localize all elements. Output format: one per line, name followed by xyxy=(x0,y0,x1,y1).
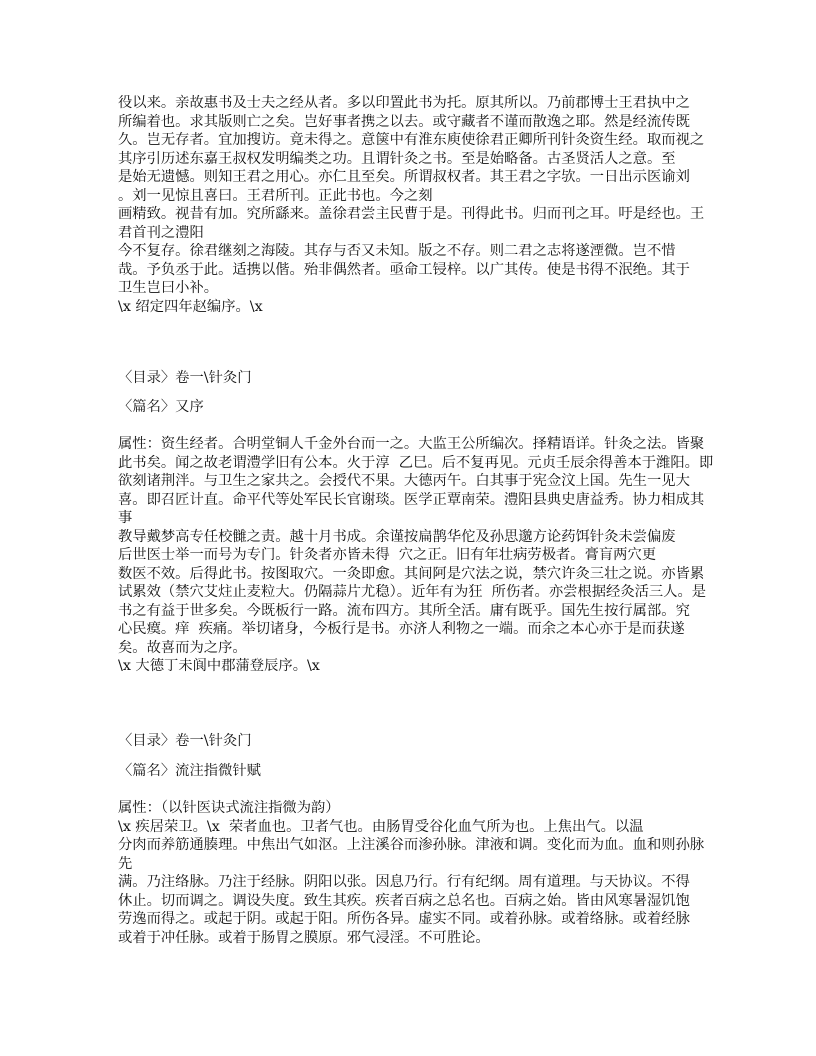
text-line: 喜。即召匠计直。命平代等处军民长官谢琰。医学正覃南荣。澧阳县典史唐益秀。协力相成其 xyxy=(118,491,705,508)
text-line: 欲刻诸荆泮。与卫生之家共之。会授代不果。大德丙午。白其事于宪佥汶上国。先生一见大 xyxy=(118,473,690,489)
text-line: 此书矣。闻之故老谓澧学旧有公本。火于淳 乙巳。后不复再见。元贞壬辰余得善本于潍阳。即 xyxy=(118,454,714,471)
text-line: 君首刊之澧阳 xyxy=(118,224,204,241)
text-line: \x 大德丁未阆中郡蒲登辰序。\x xyxy=(118,658,320,674)
text-line: 。刘一见惊且喜曰。王君所刊。正此书也。今之刻 xyxy=(118,187,433,204)
text-line: 数医不效。后得此书。按图取穴。一灸即愈。其间阿是穴法之说，禁穴许灸三壮之说。亦皆累 xyxy=(118,565,705,582)
text-line: 画精致。视昔有加。究所繇来。盖徐君尝主民曹于是。刊得此书。归而刊之耳。吁是经也。王 xyxy=(118,206,705,222)
text-line: 所编着也。求其版则亡之矣。岂好事者携之以去。或守藏者不谨而散逸之耶。然是经流传既 xyxy=(118,113,690,130)
section-title: 〈篇名〉又序 xyxy=(118,399,204,415)
text-line: 后世医士举一而号为专门。针灸者亦皆未得 穴之正。旧有年壮病劳极者。膏肓两穴更 xyxy=(118,547,657,563)
catalog-line: 〈目录〉卷一\针灸门 xyxy=(118,733,252,749)
text-line: 分肉而养筋通腠理。中焦出气如沤。上注溪谷而渗孙脉。津液和调。变化而为血。血和则孙脉 xyxy=(118,837,705,853)
section-title: 〈篇名〉流注指微针赋 xyxy=(118,763,261,779)
text-line: 满。乃注络脉。乃注于经脉。阴阳以张。因息乃行。行有纪纲。周有道理。与天协议。不得 xyxy=(118,874,690,890)
text-line: 试累效（禁穴艾炷止麦粒大。仍隔蒜片尤稳）。近年有为狂 所伤者。亦尝根据经灸活三人。是 xyxy=(118,584,707,600)
text-line: 事 xyxy=(118,510,133,526)
text-line: 矣。故喜而为之序。 xyxy=(118,639,247,656)
fu-body xyxy=(118,799,704,947)
text-line: 先 xyxy=(118,855,133,872)
text-line: 或着于冲任脉。或着于肠胃之膜原。邪气浸淫。不可胜论。 xyxy=(118,929,490,946)
text-line: 哉。予负丞于此。适携以偕。殆非偶然者。亟命工锓梓。以广其传。使是书得不泯绝。其于 xyxy=(118,261,690,278)
text-line: 劳逸而得之。或起于阴。或起于阳。所伤各异。虚实不同。或着孙脉。或着络脉。或着经脉 xyxy=(118,911,690,927)
text-line: 属性：资生经者。合明堂铜人千金外台而一之。大监王公所编次。择精语详。针灸之法。皆聚 xyxy=(118,436,705,452)
text-line: \x 疾居荣卫。\x 荣者血也。卫者气也。由肠胃受谷化血气所为也。上焦出气。以温 xyxy=(118,818,644,835)
text-line: 心民瘼。痒 疾痛。举切诸身，今板行是书。亦济人利物之一端。而余之本心亦于是而获遂 xyxy=(118,621,685,637)
text-line: 属性：（以针医诀式流注指微为韵） xyxy=(118,800,340,816)
text-line: 卫生岂曰小补。 xyxy=(118,280,219,296)
text-line: 其序引历述东嘉王叔权发明编类之功。且谓针灸之书。至是始略备。古圣贤活人之意。至 xyxy=(118,150,676,167)
text-line: 役以来。亲故惠书及士夫之经从者。多以印置此书为托。原其所以。乃前郡博士王君执中之 xyxy=(118,95,690,111)
text-line: 休止。切而调之。调设失度。致生其疾。疾者百病之总名也。百病之始。皆由风寒暑湿饥饱 xyxy=(118,892,690,909)
preface-continuation xyxy=(118,94,704,316)
text-line: 今不复存。徐君继刻之海陵。其存与否又未知。版之不存。则二君之志将遂湮微。岂不惜 xyxy=(118,243,676,259)
catalog-line: 〈目录〉卷一\针灸门 xyxy=(118,370,252,386)
text-line: 久。岂无存者。宜加搜访。竟未得之。意箧中有淮东庾使徐君正卿所刊针灸资生经。取而视之 xyxy=(118,132,705,148)
text-line: \x 绍定四年赵编序。\x xyxy=(118,298,263,315)
text-line: 是始无遗憾。则知王君之用心。亦仁且至矣。所谓叔权者。其王君之字欤。一日出示医谕刘 xyxy=(118,169,690,185)
text-line: 书之有益于世多矣。今既板行一路。流布四方。其所全活。庸有既乎。国先生按行属部。究 xyxy=(118,602,690,619)
text-line: 教导戴梦高专任校雠之责。越十月书成。余谨按扁鹊华佗及孙思邈方论药饵针灸未尝偏废 xyxy=(118,528,676,545)
preface-body xyxy=(118,435,713,676)
